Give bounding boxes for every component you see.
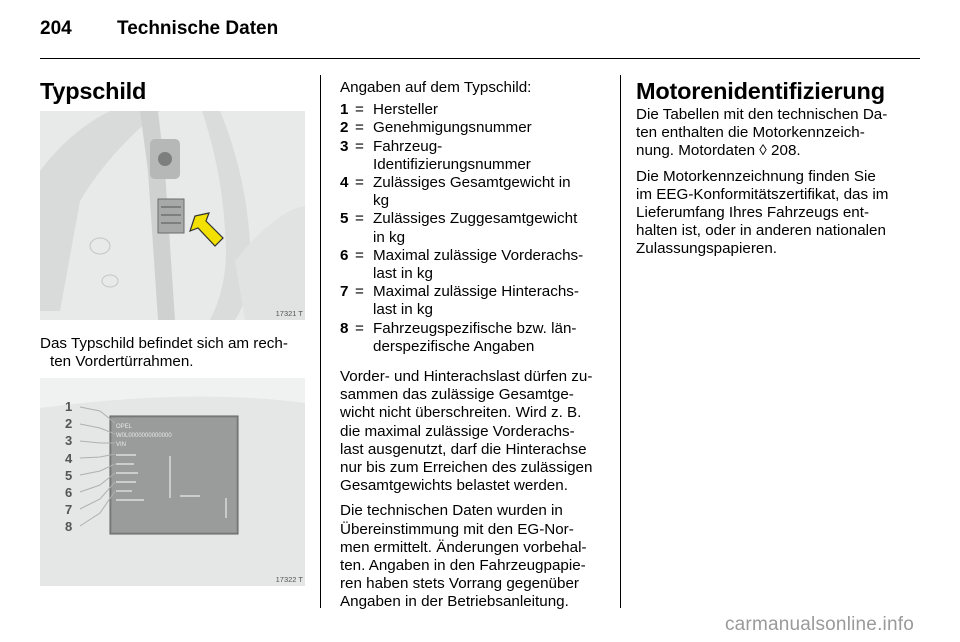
engine-id-paragraph-2 (636, 168, 926, 259)
item-number: 6 (340, 246, 349, 264)
page-reference-link[interactable]: 208. (771, 142, 801, 160)
list-item: 5 = Zulässiges Zuggesamtgewicht in kg (340, 210, 578, 246)
paragraph-line: ten. Angaben in den Fahrzeugpapie- (340, 557, 586, 575)
callout-label: 2 (65, 416, 73, 432)
page-title: Technische Daten (117, 18, 279, 39)
column-1 (40, 77, 310, 105)
plate-maker: OPEL (116, 424, 133, 430)
paragraph-line: Das Typschild befindet sich am rech- (40, 335, 288, 352)
list-item: 8 = Fahrzeugspezifische bzw. län- derspezifische Angaben (340, 319, 577, 355)
paragraph-line: Angaben in der Betriebsanleitung. (340, 593, 569, 611)
paragraph-line: die maximal zulässige Vorderachs- (340, 422, 575, 440)
paragraph-line: Vorder- und Hinterachslast dürfen zu- (340, 368, 593, 386)
item-number: 7 (340, 283, 349, 301)
list-item: 1 = Hersteller (340, 101, 605, 119)
paragraph-line: ten Vordertürrahmen. (50, 353, 194, 371)
callout-label: 1 (65, 399, 73, 414)
paragraph-line: men ermittelt. Änderungen vorbehal- (340, 538, 587, 556)
plate-intro: Angaben auf dem Typschild: (340, 79, 532, 96)
item-text: Hersteller (373, 101, 438, 119)
paragraph-line: nung. Motordaten (636, 142, 756, 160)
column-3 (636, 77, 926, 259)
item-text-line: Maximal zulässige Hinterachs- (373, 283, 579, 301)
door-frame-photo (40, 111, 305, 320)
item-text-line: Fahrzeugspezifische bzw. län- (373, 319, 577, 337)
type-plate-photo (40, 378, 305, 586)
callout-label: 4 (65, 450, 73, 466)
page-number: 204 (40, 18, 72, 39)
column-2 (340, 79, 605, 612)
list-item: 7 = Maximal zulässige Hinterachs- last in kg (340, 283, 579, 319)
paragraph-line: Die Motorkennzeichnung finden Sie (636, 167, 876, 185)
plate-approval: W0L0000000000000 (116, 433, 172, 439)
figure-code: 17322 T (275, 575, 303, 584)
section-heading-typschild: Typschild (40, 78, 147, 104)
item-text-line: kg (373, 192, 390, 210)
callout-label: 5 (65, 467, 73, 483)
item-text-line: Fahrzeug- (373, 137, 443, 155)
door-frame-illustration (40, 111, 305, 320)
typschild-location-text (40, 335, 310, 371)
watermark: carmanualsonline.info (724, 614, 914, 635)
item-number: 3 (340, 137, 349, 155)
figure-code: 17321 T (275, 309, 303, 318)
paragraph-line: sammen das zulässige Gesamtge- (340, 386, 574, 404)
plate-callout-labels (65, 398, 72, 536)
list-item: 6 = Maximal zulässige Vorderachs- last in kg (340, 246, 584, 283)
item-number: 2 (340, 119, 349, 137)
list-item: 3 = Fahrzeug- Identifizierungsnummer (340, 137, 531, 173)
plate-legend-list (340, 101, 605, 356)
item-text-line: Maximal zulässige Vorderachs- (373, 246, 584, 264)
axle-load-paragraph (340, 368, 605, 495)
paragraph-line: Übereinstimmung mit den EG-Nor- (340, 520, 574, 538)
technical-data-paragraph (340, 502, 605, 611)
paragraph-line: ren haben stets Vorrang gegenüber (340, 575, 579, 593)
paragraph-line: Gesamtgewichts belastet werden. (340, 477, 568, 495)
callout-label: 7 (65, 502, 73, 518)
paragraph-line: Lieferumfang Ihres Fahrzeugs ent- (636, 204, 869, 222)
item-number: 8 (340, 319, 349, 337)
page-reference-icon: ◊ (759, 142, 767, 160)
engine-id-paragraph-1 (636, 106, 926, 161)
column-divider-2 (620, 75, 621, 608)
item-text-line: Zulässiges Gesamtgewicht in (373, 174, 571, 192)
callout-label: 6 (65, 485, 73, 501)
item-text-line: Zulässiges Zuggesamtgewicht (373, 210, 578, 228)
paragraph-line: Die Tabellen mit den technischen Da- (636, 106, 888, 123)
paragraph-line: wicht nicht überschreiten. Wird z. B. (340, 404, 582, 422)
paragraph-line: Die technischen Daten wurden in (340, 502, 563, 520)
section-heading-motorenidentifizierung: Motorenidentifizierung (636, 78, 885, 104)
header-rule (40, 58, 920, 59)
item-text-line: last in kg (373, 265, 433, 283)
list-item: 2 = Genehmigungsnummer (340, 119, 605, 137)
paragraph-line: nur bis zum Erreichen des zulässigen (340, 459, 593, 477)
callout-label: 8 (65, 519, 73, 535)
item-number: 5 (340, 210, 349, 228)
paragraph-line: Zulassungspapieren. (636, 240, 777, 258)
paragraph-line: ten enthalten die Motorkennzeich- (636, 124, 865, 142)
item-text-line: Identifizierungsnummer (373, 155, 531, 173)
item-number: 1 (340, 101, 349, 119)
paragraph-line: last ausgenutzt, darf die Hinterachse (340, 440, 587, 458)
item-text-line: derspezifische Angaben (373, 337, 535, 355)
paragraph-line: im EEG-Konformitätszertifikat, das im (636, 185, 889, 203)
callout-label: 3 (65, 433, 73, 449)
item-number: 4 (340, 174, 349, 192)
item-text-line: last in kg (373, 301, 433, 319)
item-text-line: in kg (373, 228, 406, 246)
column-divider-1 (320, 75, 321, 608)
list-item: 4 = Zulässiges Gesamtgewicht in kg (340, 174, 571, 210)
plate-vin: VIN (116, 442, 127, 448)
type-plate-illustration (40, 378, 305, 586)
paragraph-line: halten ist, oder in anderen nationalen (636, 222, 886, 240)
item-text: Genehmigungsnummer (373, 119, 532, 137)
